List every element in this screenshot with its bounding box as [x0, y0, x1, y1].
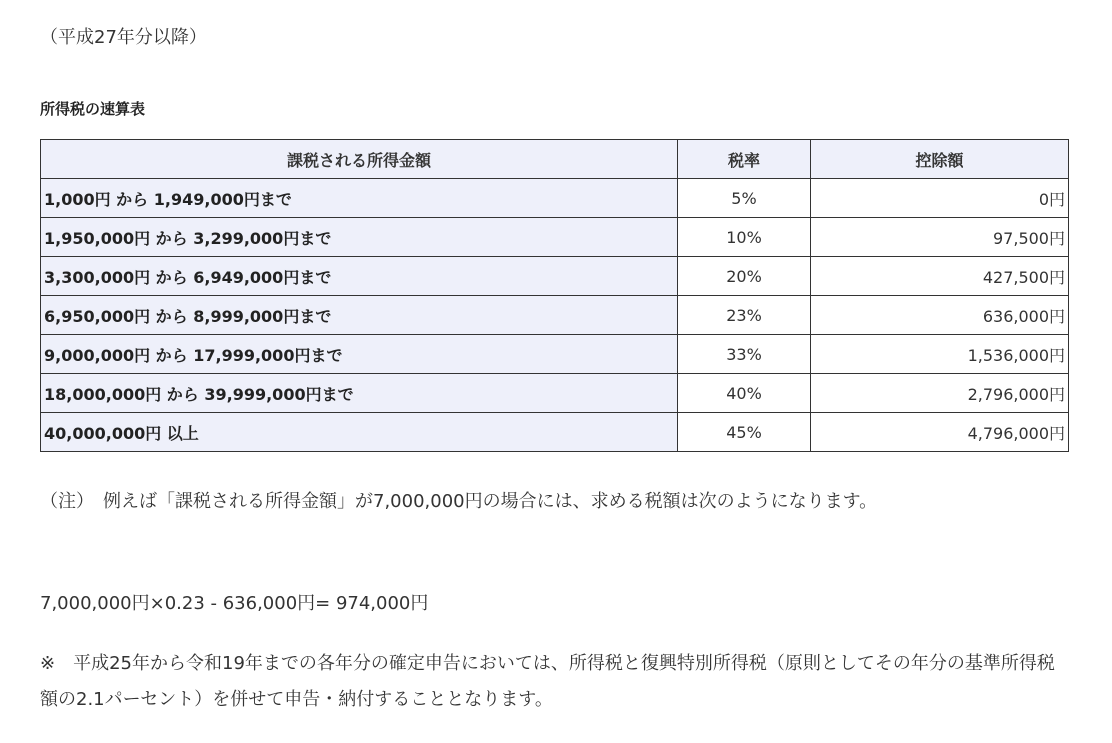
table-row	[41, 413, 1069, 452]
deduction-cell: 4,796,000円	[811, 413, 1069, 452]
tax-rate-cell: 23%	[678, 296, 811, 335]
income-range-cell: 1,950,000円 から 3,299,000円まで	[41, 218, 678, 257]
table-row	[41, 296, 1069, 335]
table-row	[41, 257, 1069, 296]
header-taxable-income: 課税される所得金額	[41, 140, 678, 179]
table-row	[41, 374, 1069, 413]
income-tax-table	[40, 139, 1069, 452]
tax-rate-cell: 5%	[678, 179, 811, 218]
period-label: （平成27年分以降）	[40, 27, 207, 48]
income-range-cell: 18,000,000円 から 39,999,000円まで	[41, 374, 678, 413]
income-range-cell: 3,300,000円 から 6,949,000円まで	[41, 257, 678, 296]
income-range-cell: 1,000円 から 1,949,000円まで	[41, 179, 678, 218]
table-header-row	[41, 140, 1069, 179]
deduction-cell: 1,536,000円	[811, 335, 1069, 374]
tax-rate-cell: 10%	[678, 218, 811, 257]
table-row	[41, 335, 1069, 374]
calculation-example: 7,000,000円×0.23 - 636,000円= 974,000円	[40, 593, 429, 614]
income-range-cell: 9,000,000円 から 17,999,000円まで	[41, 335, 678, 374]
deduction-cell: 636,000円	[811, 296, 1069, 335]
tax-rate-cell: 45%	[678, 413, 811, 452]
deduction-cell: 0円	[811, 179, 1069, 218]
table-title: 所得税の速算表	[40, 100, 146, 118]
tax-rate-cell: 33%	[678, 335, 811, 374]
header-tax-rate: 税率	[678, 140, 811, 179]
remark-paragraph: ※ 平成25年から令和19年までの各年分の確定申告においては、所得税と復興特別所得税（原則としてその年分の基準所得税額の2.1パーセント）を併せて申告・納付することとなります。	[40, 653, 1055, 710]
income-range-cell: 40,000,000円 以上	[41, 413, 678, 452]
deduction-cell: 97,500円	[811, 218, 1069, 257]
tax-rate-cell: 20%	[678, 257, 811, 296]
tax-rate-cell: 40%	[678, 374, 811, 413]
table-row	[41, 179, 1069, 218]
income-range-cell: 6,950,000円 から 8,999,000円まで	[41, 296, 678, 335]
deduction-cell: 427,500円	[811, 257, 1069, 296]
header-deduction: 控除額	[811, 140, 1069, 179]
note-paragraph: （注） 例えば「課税される所得金額」が7,000,000円の場合には、求める税額は次のようになります。	[40, 491, 878, 512]
deduction-cell: 2,796,000円	[811, 374, 1069, 413]
table-row	[41, 218, 1069, 257]
